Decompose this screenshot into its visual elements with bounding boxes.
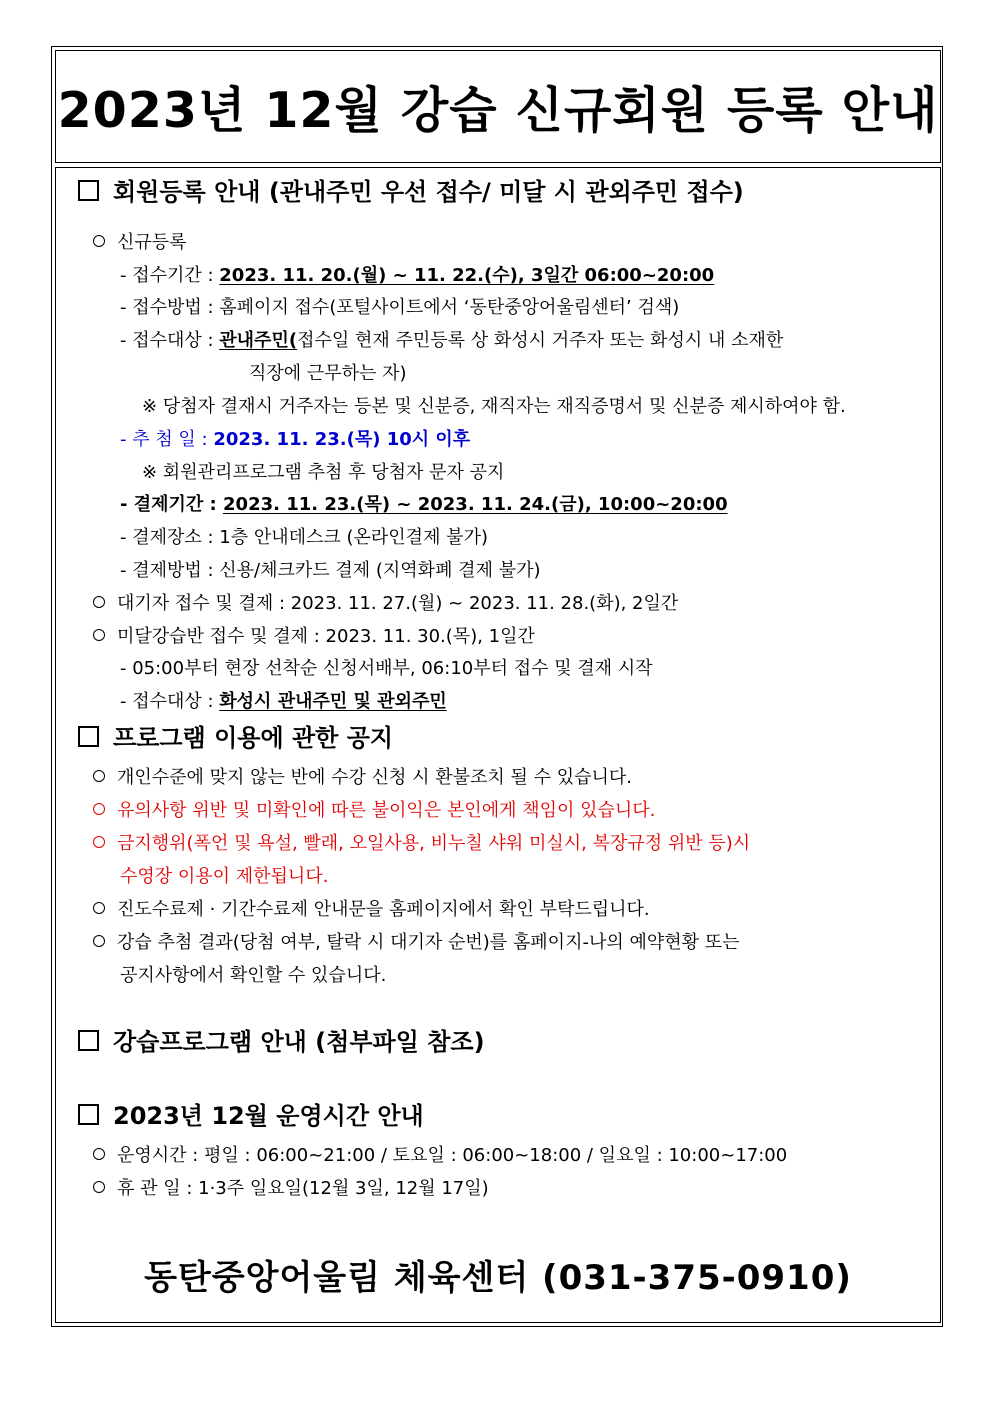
notice-item: 유의사항 위반 및 미확인에 따른 불이익은 본인에게 책임이 있습니다. (93, 798, 655, 824)
square-bullet-icon (78, 1030, 99, 1051)
square-bullet-icon (78, 726, 99, 747)
notice-item-continued: 공지사항에서 확인할 수 있습니다. (120, 965, 387, 986)
waitlist-info: 대기자 접수 및 결제 : 2023. 11. 27.(월) ~ 2023. 11. 28.(화), 2일간 (93, 591, 678, 617)
circle-bullet-icon (93, 770, 105, 782)
notice-item: 개인수준에 맞지 않는 반에 수강 신청 시 환불조치 될 수 있습니다. (93, 765, 632, 791)
draw-date: - 추 첨 일 : 2023. 11. 23.(목) 10시 이후 (120, 429, 471, 450)
closed-days: 휴 관 일 : 1·3주 일요일(12월 3일, 12월 17일) (93, 1176, 489, 1202)
new-registration-label: 신규등록 (93, 230, 187, 256)
circle-bullet-icon (93, 1181, 105, 1193)
center-contact-footer: 동탄중앙어울림 체육센터 (031-375-0910) (144, 1258, 852, 1298)
unfilled-class-info: 미달강습반 접수 및 결제 : 2023. 11. 30.(목), 1일간 (93, 624, 535, 650)
section-heading-registration: 회원등록 안내 (관내주민 우선 접수/ 미달 시 관외주민 접수) (78, 176, 744, 208)
circle-bullet-icon (93, 629, 105, 641)
page-title: 2023년 12월 강습 신규회원 등록 안내 (57, 81, 939, 139)
registration-method: - 접수방법 : 홈페이지 접수(포털사이트에서 ‘동탄중앙어울림센터’ 검색) (120, 297, 680, 318)
section-heading-program-notice: 프로그램 이용에 관한 공지 (78, 722, 393, 754)
circle-bullet-icon (93, 1148, 105, 1160)
circle-bullet-icon (93, 803, 105, 815)
notice-item-continued: 수영장 이용이 제한됩니다. (120, 866, 329, 887)
section-heading-program-guide: 강습프로그램 안내 (첨부파일 참조) (78, 1026, 485, 1058)
note-winner-documents: ※ 당첨자 결재시 거주자는 등본 및 신분증, 재직자는 재직증명서 및 신분증 제시하여야 함. (142, 396, 846, 417)
notice-item: 강습 추첨 결과(당첨 여부, 탈락 시 대기자 순번)를 홈페이지-나의 예약현황 또는 (93, 930, 740, 956)
circle-bullet-icon (93, 935, 105, 947)
registration-target-continued: 직장에 근무하는 자) (249, 363, 407, 384)
square-bullet-icon (78, 180, 99, 201)
unfilled-class-target: - 접수대상 : 화성시 관내주민 및 관외주민 (120, 691, 447, 712)
unfilled-class-detail: - 05:00부터 현장 선착순 신청서배부, 06:10부터 접수 및 결재 시작 (120, 658, 653, 679)
square-bullet-icon (78, 1104, 99, 1125)
registration-period: - 접수기간 : 2023. 11. 20.(월) ~ 11. 22.(수), 3일간 06:00~20:00 (120, 265, 715, 286)
notice-item: 진도수료제 · 기간수료제 안내문을 홈페이지에서 확인 부탁드립니다. (93, 897, 650, 923)
payment-method: - 결제방법 : 신용/체크카드 결제 (지역화폐 결제 불가) (120, 560, 541, 581)
note-draw-sms: ※ 회원관리프로그램 추첨 후 당첨자 문자 공지 (142, 462, 505, 483)
payment-place: - 결제장소 : 1층 안내데스크 (온라인결제 불가) (120, 527, 488, 548)
circle-bullet-icon (93, 235, 105, 247)
circle-bullet-icon (93, 596, 105, 608)
circle-bullet-icon (93, 836, 105, 848)
operating-hours: 운영시간 : 평일 : 06:00~21:00 / 토요일 : 06:00~18:00 / 일요일 : 10:00~17:00 (93, 1143, 787, 1169)
notice-item: 금지행위(폭언 및 욕설, 빨래, 오일사용, 비누칠 샤워 미실시, 복장규정 위반 등)시 (93, 831, 750, 857)
registration-target: - 접수대상 : 관내주민(접수일 현재 주민등록 상 화성시 거주자 또는 화성시 내 소재한 (120, 330, 784, 351)
circle-bullet-icon (93, 902, 105, 914)
payment-period: - 결제기간 : 2023. 11. 23.(목) ~ 2023. 11. 24.(금), 10:00~20:00 (120, 494, 728, 515)
section-heading-operating-hours: 2023년 12월 운영시간 안내 (78, 1100, 424, 1132)
